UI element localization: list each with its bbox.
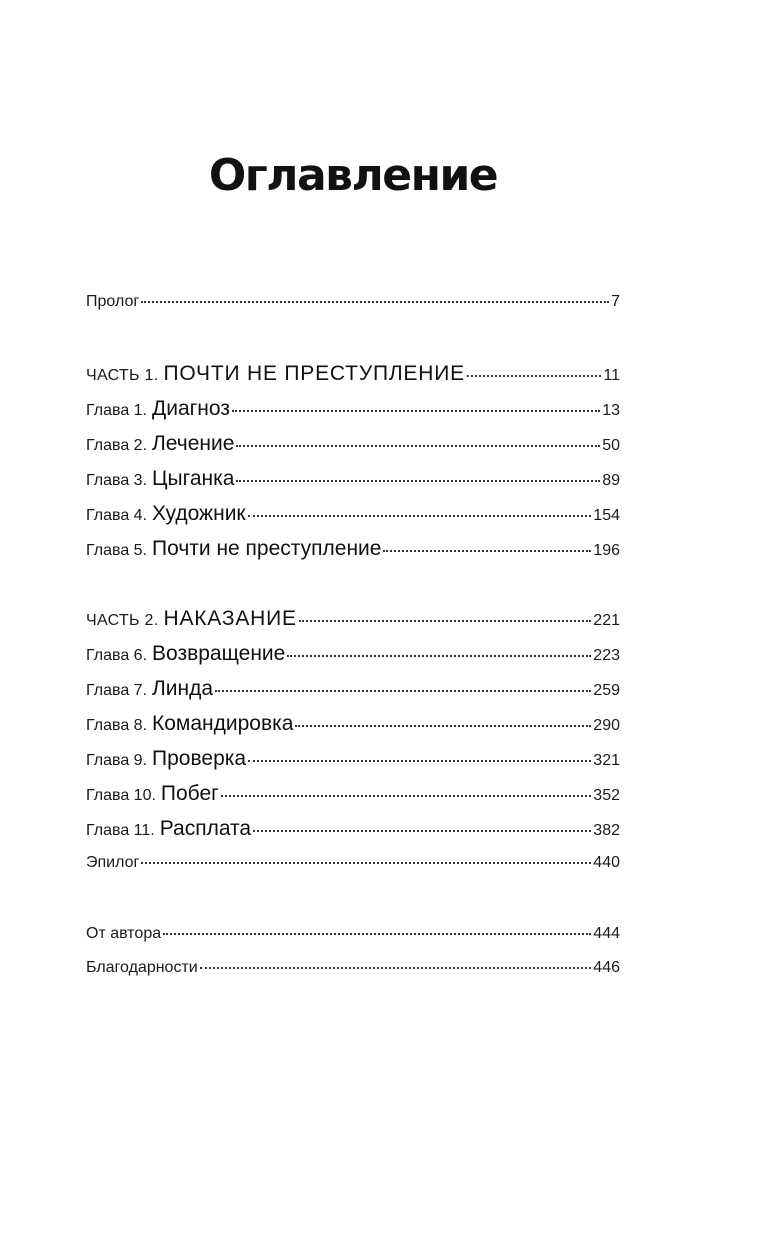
- chapter-title: Командировка: [152, 712, 294, 735]
- dot-leader: [163, 933, 591, 935]
- page-number: 196: [593, 542, 620, 559]
- toc-entry-part-1[interactable]: [86, 362, 620, 386]
- dot-leader: [248, 515, 592, 517]
- page-number: 440: [593, 854, 620, 871]
- chapter-label: Глава 7.: [86, 682, 148, 699]
- page-number: 446: [593, 959, 620, 976]
- page-number: 11: [603, 367, 620, 384]
- chapter-title: Почти не преступление: [152, 537, 382, 560]
- dot-leader: [383, 550, 591, 552]
- chapter-title: Линда: [152, 677, 214, 700]
- chapter-label: Глава 9.: [86, 752, 148, 769]
- dot-leader: [467, 375, 601, 377]
- page-number: 223: [593, 647, 620, 664]
- page-number: 50: [602, 437, 620, 454]
- toc-entry-chapter-7[interactable]: [86, 677, 620, 701]
- entry-title: От автора: [86, 925, 162, 942]
- toc-entry-chapter-1[interactable]: [86, 397, 620, 421]
- chapter-title: Проверка: [152, 747, 247, 770]
- dot-leader: [299, 620, 591, 622]
- page-number: 321: [593, 752, 620, 769]
- chapter-label: Глава 4.: [86, 507, 148, 524]
- chapter-title: Художник: [152, 502, 246, 525]
- part-title: НАКАЗАНИЕ: [163, 607, 297, 630]
- page-number: 7: [611, 293, 620, 310]
- chapter-title: Возвращение: [152, 642, 286, 665]
- dot-leader: [215, 690, 591, 692]
- page-title: Оглавление: [208, 150, 498, 201]
- page-number: 290: [593, 717, 620, 734]
- chapter-label: Глава 1.: [86, 402, 148, 419]
- chapter-title: Побег: [160, 782, 219, 805]
- toc-entry-chapter-6[interactable]: [86, 642, 620, 666]
- page-number: 13: [602, 402, 620, 419]
- dot-leader: [141, 301, 609, 303]
- toc-entry-chapter-11[interactable]: [86, 817, 620, 841]
- toc-entry-acknowledgements[interactable]: [86, 959, 620, 983]
- chapter-label: Глава 10.: [86, 787, 156, 804]
- toc-entry-chapter-5[interactable]: [86, 537, 620, 561]
- dot-leader: [232, 410, 600, 412]
- toc-entry-chapter-10[interactable]: [86, 782, 620, 806]
- chapter-label: Глава 11.: [86, 822, 155, 839]
- part-label: ЧАСТЬ 1.: [86, 367, 159, 384]
- toc-entry-part-2[interactable]: [86, 607, 620, 631]
- chapter-title: Лечение: [152, 432, 235, 455]
- dot-leader: [236, 445, 600, 447]
- chapter-label: Глава 3.: [86, 472, 148, 489]
- toc-entry-chapter-8[interactable]: [86, 712, 620, 736]
- chapter-title: Цыганка: [152, 467, 235, 490]
- dot-leader: [287, 655, 591, 657]
- toc-entry-from-author[interactable]: [86, 925, 620, 949]
- toc-entry-chapter-2[interactable]: [86, 432, 620, 456]
- page-number: 444: [593, 925, 620, 942]
- part-label: ЧАСТЬ 2.: [86, 612, 159, 629]
- dot-leader: [295, 725, 591, 727]
- toc-entry-chapter-9[interactable]: [86, 747, 620, 771]
- chapter-label: Глава 8.: [86, 717, 148, 734]
- dot-leader: [236, 480, 600, 482]
- dot-leader: [221, 795, 591, 797]
- page-number: 259: [593, 682, 620, 699]
- part-title: ПОЧТИ НЕ ПРЕСТУПЛЕНИЕ: [163, 362, 465, 385]
- dot-leader: [253, 830, 591, 832]
- page-number: 352: [593, 787, 620, 804]
- dot-leader: [200, 967, 592, 969]
- dot-leader: [141, 862, 591, 864]
- page-number: 382: [593, 822, 620, 839]
- page-number: 154: [593, 507, 620, 524]
- chapter-label: Глава 6.: [86, 647, 148, 664]
- toc-entry-epilogue[interactable]: [86, 854, 620, 878]
- chapter-title: Диагноз: [152, 397, 230, 420]
- chapter-label: Глава 2.: [86, 437, 148, 454]
- entry-title: Эпилог: [86, 854, 140, 871]
- page-number: 221: [593, 612, 620, 629]
- toc-entry-chapter-4[interactable]: [86, 502, 620, 526]
- toc-entry-prologue[interactable]: [86, 293, 620, 317]
- entry-title: Пролог: [86, 293, 140, 310]
- chapter-label: Глава 5.: [86, 542, 148, 559]
- dot-leader: [248, 760, 591, 762]
- chapter-title: Расплата: [159, 817, 252, 840]
- page-number: 89: [602, 472, 620, 489]
- toc-entry-chapter-3[interactable]: [86, 467, 620, 491]
- entry-title: Благодарности: [86, 959, 198, 976]
